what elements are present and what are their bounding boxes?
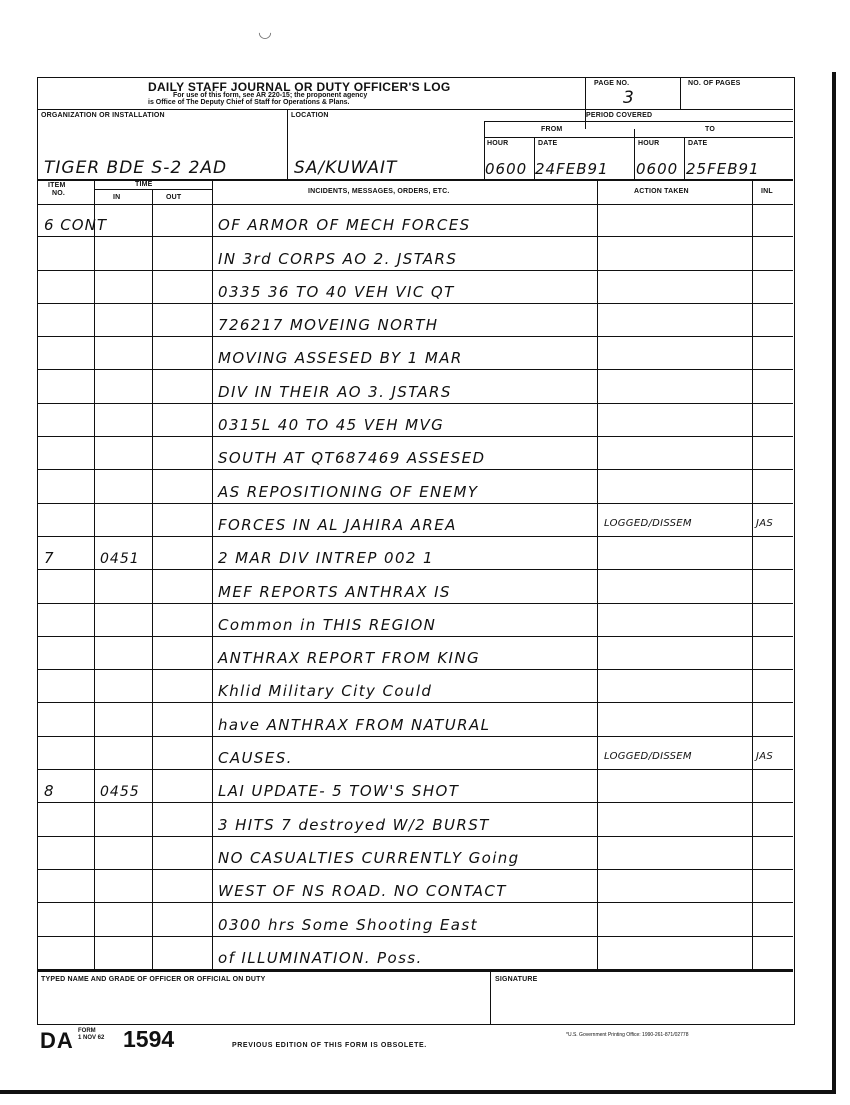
entry-text: 726217 MOVEING NORTH <box>218 316 439 335</box>
incidents-label: INCIDENTS, MESSAGES, ORDERS, ETC. <box>308 188 450 195</box>
entry-text: 2 MAR DIV INTREP 002 1 <box>218 549 434 568</box>
entry-item-no: 7 <box>44 549 55 568</box>
entry-text: DIV IN THEIR AO 3. JSTARS <box>218 382 452 401</box>
log-row <box>38 704 793 737</box>
entry-text: have ANTHRAX FROM NATURAL <box>218 715 491 734</box>
entry-item-no: 6 CONT <box>44 216 107 235</box>
entry-time-in: 0455 <box>100 784 140 801</box>
footer-form-date: 1 NOV 62 <box>78 1035 105 1041</box>
log-row <box>38 570 793 603</box>
log-row <box>38 803 793 836</box>
page-edge-right <box>832 72 836 1092</box>
log-row <box>38 470 793 503</box>
entry-text: 0315L 40 TO 45 VEH MVG <box>218 416 445 435</box>
log-row <box>38 937 793 970</box>
entry-inl: JAS <box>756 751 774 763</box>
rule <box>680 78 681 109</box>
log-row <box>38 604 793 637</box>
item-label: ITEM <box>48 182 66 189</box>
log-row <box>38 237 793 270</box>
entry-text: FORCES IN AL JAHIRA AREA <box>218 515 457 534</box>
from-label: FROM <box>541 126 563 133</box>
entry-item-no: 8 <box>44 782 55 801</box>
log-row <box>38 537 793 570</box>
rule <box>684 137 685 179</box>
log-row <box>38 504 793 537</box>
log-row <box>38 371 793 404</box>
entry-text: MOVING ASSESED BY 1 MAR <box>218 349 463 368</box>
to-date-label: DATE <box>688 140 708 147</box>
footer-previous-edition: PREVIOUS EDITION OF THIS FORM IS OBSOLETE. <box>232 1042 427 1049</box>
entry-action: LOGGED/DISSEM <box>604 517 692 529</box>
scan-mark: ◡ <box>258 24 272 41</box>
entry-text: MEF REPORTS ANTHRAX IS <box>218 582 451 601</box>
rule <box>634 129 635 179</box>
period-covered-label: PERIOD COVERED <box>586 112 653 119</box>
entry-text: SOUTH AT QT687469 ASSESED <box>218 449 486 468</box>
rule <box>94 189 212 190</box>
log-row <box>38 737 793 770</box>
from-hour-value: 0600 <box>485 160 528 178</box>
log-row <box>38 903 793 936</box>
entry-text: 0335 36 TO 40 VEH VIC QT <box>218 282 455 301</box>
entry-text: IN 3rd CORPS AO 2. JSTARS <box>218 249 458 268</box>
entry-text: OF ARMOR OF MECH FORCES <box>218 216 471 235</box>
entry-text: NO CASUALTIES CURRENTLY Going <box>218 848 520 867</box>
rule <box>38 109 793 110</box>
location-value: SA/KUWAIT <box>294 158 398 178</box>
to-date-value: 25FEB91 <box>686 160 760 178</box>
no-of-pages-label: NO. OF PAGES <box>688 80 741 87</box>
entry-text: Khlid Military City Could <box>218 682 433 701</box>
to-label: TO <box>705 126 715 133</box>
page-edge-bottom <box>0 1090 836 1094</box>
time-out-label: OUT <box>166 194 182 201</box>
log-row <box>38 437 793 470</box>
rule <box>287 109 288 179</box>
entry-text: LAI UPDATE- 5 TOW'S SHOT <box>218 782 460 801</box>
organization-value: TIGER BDE S-2 2AD <box>44 158 228 178</box>
organization-label: ORGANIZATION OR INSTALLATION <box>41 112 165 119</box>
from-date-value: 24FEB91 <box>535 160 609 178</box>
log-row <box>38 770 793 803</box>
page-no-value: 3 <box>623 88 634 108</box>
to-hour-value: 0600 <box>636 160 679 178</box>
log-row <box>38 404 793 437</box>
signature-label: SIGNATURE <box>495 976 538 983</box>
entry-text: 3 HITS 7 destroyed W/2 BURST <box>218 815 490 834</box>
entry-time-in: 0451 <box>100 551 140 568</box>
log-row <box>38 204 793 237</box>
form-title: DAILY STAFF JOURNAL OR DUTY OFFICER'S LOG <box>148 80 451 94</box>
form-subtitle-line2: is Office of The Deputy Chief of Staff for Operations & Plans. <box>148 99 350 106</box>
rule <box>490 970 491 1025</box>
from-hour-label: HOUR <box>487 140 509 147</box>
log-row <box>38 670 793 703</box>
footer-form-number: 1594 <box>123 1026 175 1052</box>
entry-action: LOGGED/DISSEM <box>604 751 692 763</box>
footer-da: DA <box>40 1028 74 1053</box>
footer-form-label <box>78 1028 104 1042</box>
from-date-label: DATE <box>538 140 558 147</box>
time-label: TIME <box>135 181 153 188</box>
log-row <box>38 337 793 370</box>
log-row <box>38 304 793 337</box>
entry-text: AS REPOSITIONING OF ENEMY <box>218 482 479 501</box>
entry-inl: JAS <box>756 517 774 529</box>
rule <box>484 137 793 138</box>
entry-text: Common in THIS REGION <box>218 615 437 634</box>
item-no-label: NO. <box>52 190 66 197</box>
footer-printing-office: *U.S. Government Printing Office: 1990-261-871/02778 <box>566 1032 689 1038</box>
entry-text: CAUSES. <box>218 749 293 768</box>
page-no-label: PAGE NO. <box>594 80 630 87</box>
to-hour-label: HOUR <box>638 140 660 147</box>
location-label: LOCATION <box>291 112 329 119</box>
duty-log-form <box>37 77 795 1025</box>
log-row <box>38 837 793 870</box>
form-subtitle-line1: For use of this form, see AR 220-15; the proponent agency <box>173 92 368 99</box>
log-row <box>38 637 793 670</box>
rule <box>484 121 793 122</box>
time-in-label: IN <box>113 194 121 201</box>
inl-label: INL <box>761 188 773 195</box>
entry-text: 0300 hrs Some Shooting East <box>218 915 478 934</box>
footer-form-word: FORM <box>78 1028 96 1034</box>
entry-text: WEST OF NS ROAD. NO CONTACT <box>218 882 507 901</box>
rule <box>38 970 793 972</box>
log-row <box>38 870 793 903</box>
typed-name-label: TYPED NAME AND GRADE OF OFFICER OR OFFICIAL ON DUTY <box>41 976 266 983</box>
entry-text: of ILLUMINATION. Poss. <box>218 948 423 967</box>
log-row <box>38 271 793 304</box>
entry-text: ANTHRAX REPORT FROM KING <box>218 649 481 668</box>
action-taken-label: ACTION TAKEN <box>634 188 689 195</box>
